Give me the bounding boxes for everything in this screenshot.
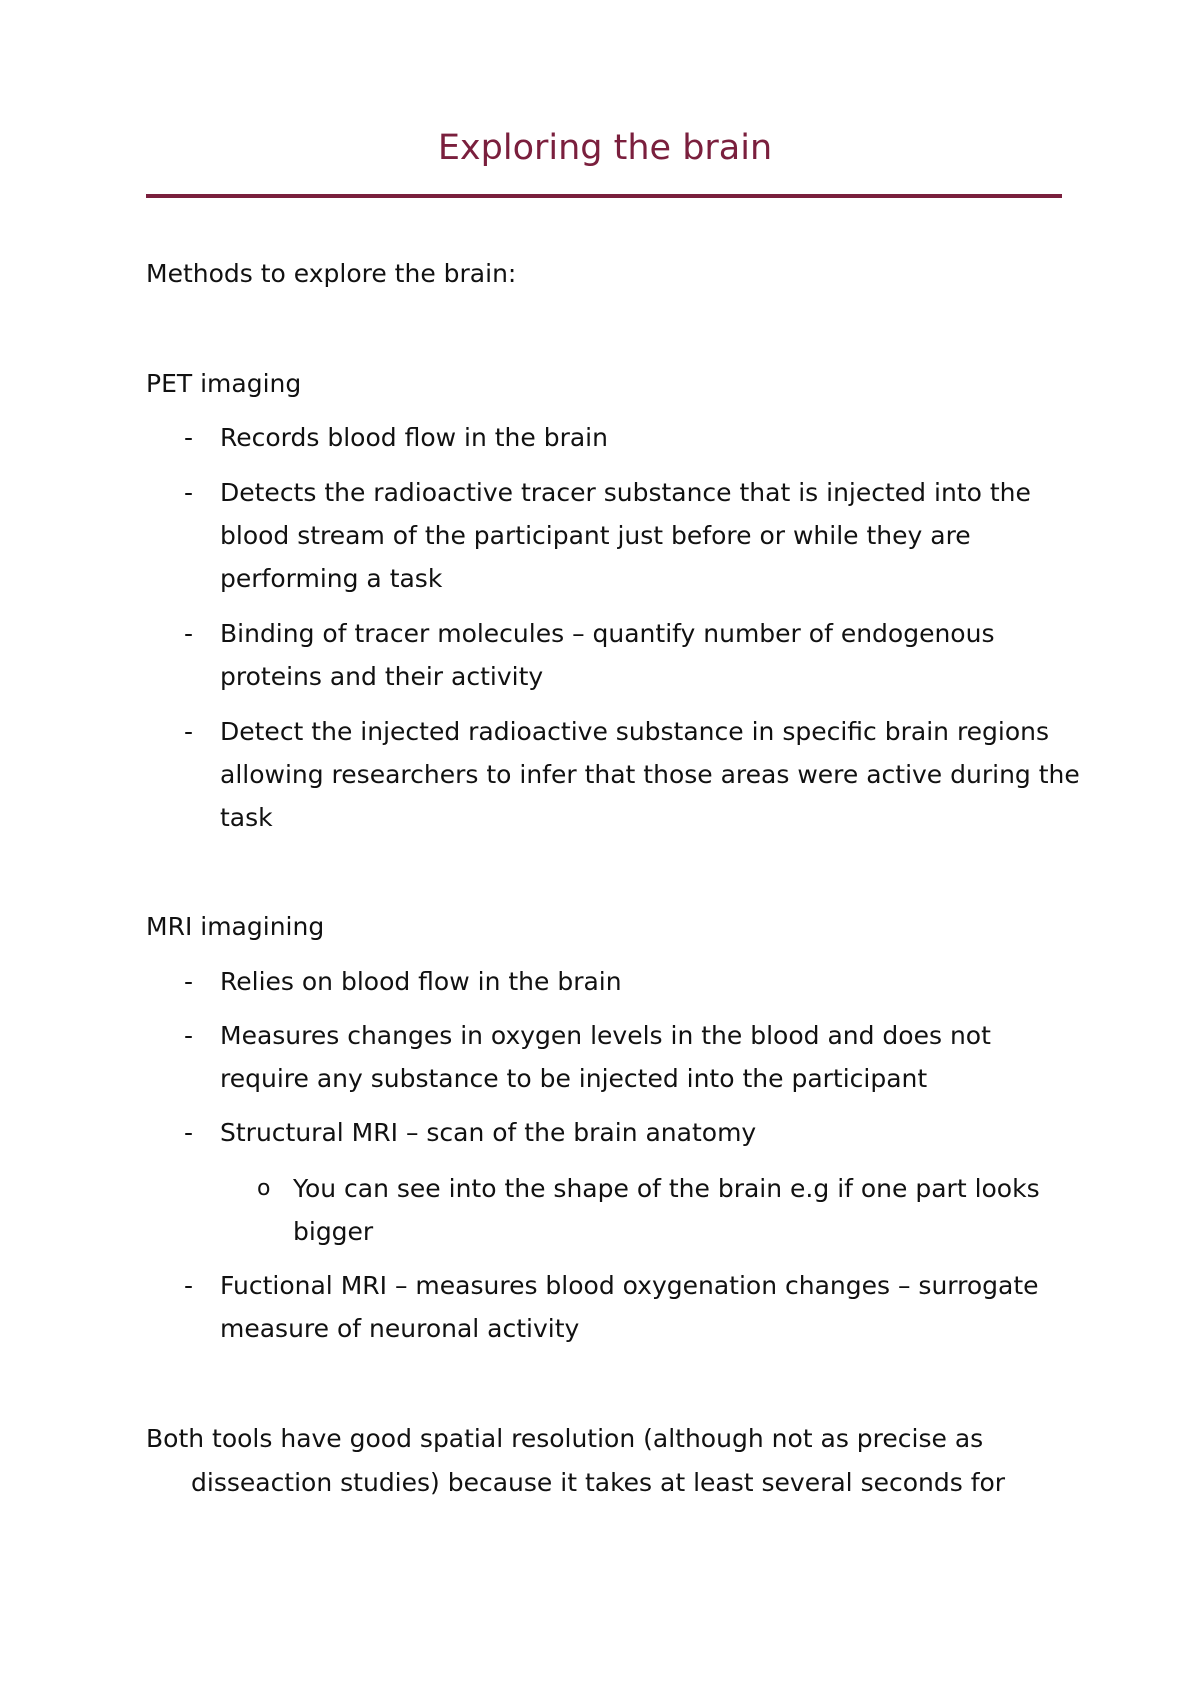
list-item: Measures changes in oxygen levels in the blood and does not require any substance to be injected into the participant: [220, 1021, 991, 1093]
conclusion-line-2: disseaction studies) because it takes at least several seconds for: [191, 1468, 1006, 1497]
list-item: Records blood flow in the brain: [220, 423, 608, 452]
list-dash: -: [184, 478, 194, 507]
pet-heading: PET imaging: [146, 369, 302, 398]
list-dash: -: [184, 967, 194, 996]
list-dash: -: [184, 619, 194, 648]
intro-text: Methods to explore the brain:: [146, 259, 517, 288]
document-title: Exploring the brain: [437, 128, 773, 168]
mri-heading: MRI imagining: [146, 912, 325, 941]
list-dash: -: [184, 423, 194, 452]
sub-list-item: You can see into the shape of the brain e.g if one part looks bigger: [293, 1174, 1040, 1246]
list-dash: -: [184, 1271, 194, 1300]
list-dash: -: [184, 1118, 194, 1147]
list-item: Binding of tracer molecules – quantify number of endogenous proteins and their activity: [220, 619, 995, 691]
list-item: Detects the radioactive tracer substance that is injected into the blood stream of the participant just before or while they are performing a task: [220, 478, 1031, 593]
sub-bullet-icon: o: [257, 1176, 271, 1201]
list-dash: -: [184, 1021, 194, 1050]
list-item: Relies on blood flow in the brain: [220, 967, 622, 996]
list-item: Detect the injected radioactive substance in specific brain regions allowing researchers to infer that those areas were active during the task: [220, 717, 1080, 832]
list-dash: -: [184, 717, 194, 746]
title-underline: [146, 194, 1062, 198]
list-item: Structural MRI – scan of the brain anatomy: [220, 1118, 757, 1147]
conclusion-line-1: Both tools have good spatial resolution (although not as precise as: [146, 1424, 984, 1453]
list-item: Fuctional MRI – measures blood oxygenation changes – surrogate measure of neuronal activity: [220, 1271, 1039, 1343]
